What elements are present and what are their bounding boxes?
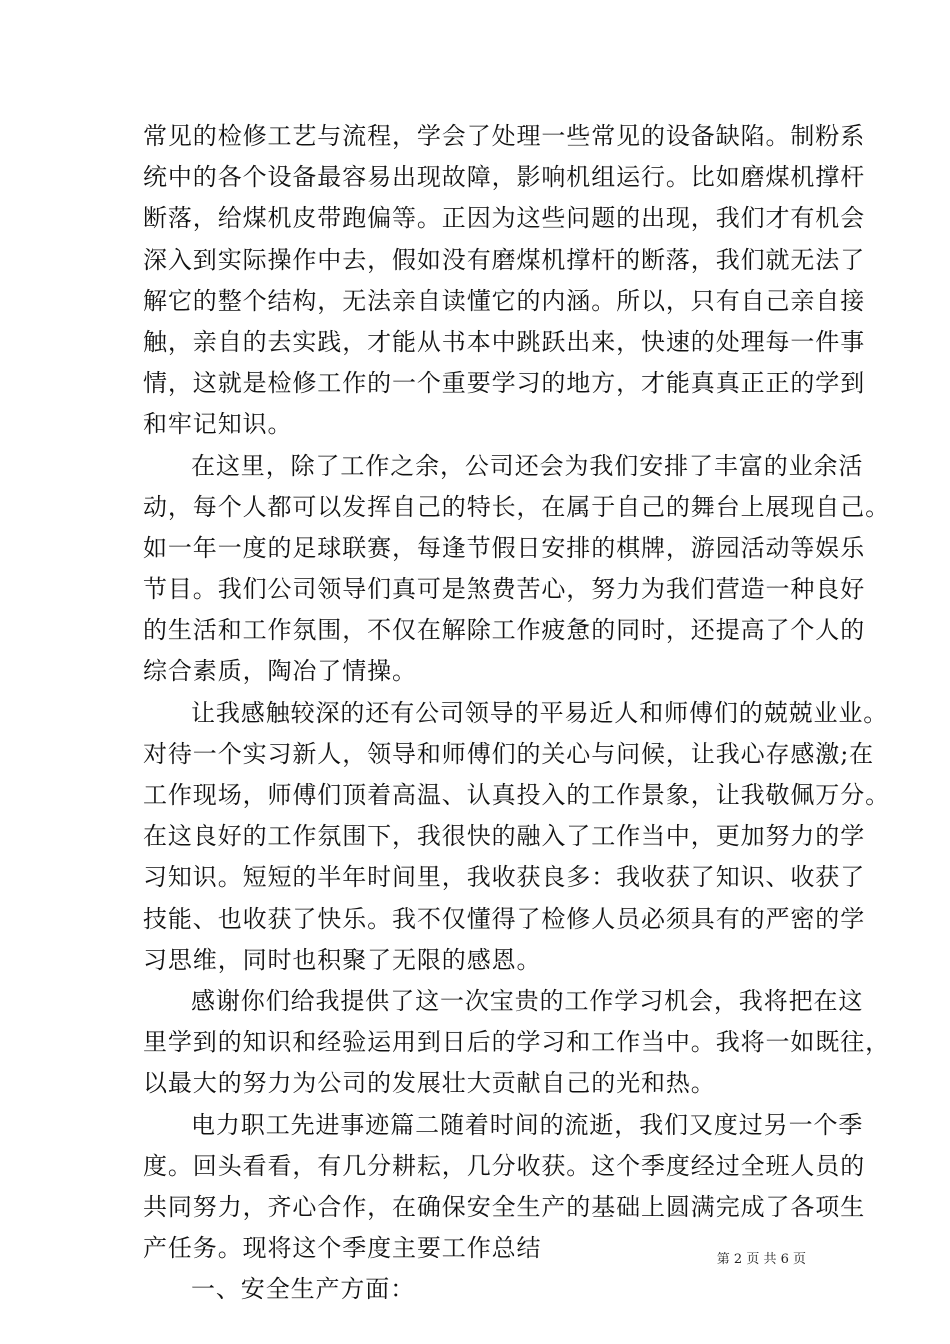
page-number-footer: 第 2 页 共 6 页 bbox=[716, 1252, 806, 1267]
text-line: 和牢记知识。 bbox=[143, 410, 293, 439]
text-line: 共同努力，齐心合作，在确保安全生产的基础上圆满完成了各项生 bbox=[143, 1192, 866, 1221]
text-line: 感谢你们给我提供了这一次宝贵的工作学习机会，我将把在这 bbox=[191, 986, 864, 1015]
text-line: 综合素质，陶冶了情操。 bbox=[143, 657, 417, 686]
text-line: 触，亲自的去实践，才能从书本中跳跃出来，快速的处理每一件事 bbox=[143, 327, 866, 356]
text-line: 度。回头看看，有几分耕耘，几分收获。这个季度经过全班人员的 bbox=[143, 1151, 866, 1180]
text-line: 里学到的知识和经验运用到日后的学习和工作当中。我将一如既往， bbox=[143, 1028, 890, 1057]
text-line: 统中的各个设备最容易出现故障，影响机组运行。比如磨煤机撑杆 bbox=[143, 163, 866, 192]
text-line: 如一年一度的足球联赛，每逢节假日安排的棋牌，游园活动等娱乐 bbox=[143, 533, 866, 562]
text-line: 情，这就是检修工作的一个重要学习的地方，才能真真正正的学到 bbox=[143, 369, 866, 398]
text-line: 在这里，除了工作之余，公司还会为我们安排了丰富的业余活 bbox=[191, 451, 864, 480]
text-line: 电力职工先进事迹篇二随着时间的流逝，我们又度过另一个季 bbox=[191, 1110, 864, 1139]
text-line: 让我感触较深的还有公司领导的平易近人和师傅们的兢兢业业。 bbox=[191, 698, 889, 727]
text-line: 技能、也收获了快乐。我不仅懂得了检修人员必须具有的严密的学 bbox=[143, 904, 866, 933]
text-line: 习知识。短短的半年时间里，我收获良多：我收获了知识、收获了 bbox=[143, 863, 866, 892]
text-line: 在这良好的工作氛围下，我很快的融入了工作当中，更加努力的学 bbox=[143, 822, 866, 851]
text-line: 一、安全生产方面： bbox=[191, 1275, 416, 1304]
text-line: 以最大的努力为公司的发展壮大贡献自己的光和热。 bbox=[143, 1069, 716, 1098]
text-line: 习思维，同时也积聚了无限的感恩。 bbox=[143, 945, 542, 974]
text-line: 工作现场，师傅们顶着高温、认真投入的工作景象，让我敬佩万分。 bbox=[143, 781, 890, 809]
text-line: 的生活和工作氛围，不仅在解除工作疲惫的同时，还提高了个人的 bbox=[143, 616, 866, 645]
text-line: 解它的整个结构，无法亲自读懂它的内涵。所以，只有自己亲自接 bbox=[143, 286, 866, 315]
text-line: 常见的检修工艺与流程，学会了处理一些常见的设备缺陷。制粉系 bbox=[143, 122, 866, 150]
document-body bbox=[143, 116, 890, 1310]
text-line: 断落，给煤机皮带跑偏等。正因为这些问题的出现，我们才有机会 bbox=[143, 204, 866, 233]
text-line: 动，每个人都可以发挥自己的特长，在属于自己的舞台上展现自己。 bbox=[143, 492, 890, 521]
text-line: 节目。我们公司领导们真可是煞费苦心，努力为我们营造一种良好 bbox=[143, 575, 866, 604]
text-line: 深入到实际操作中去，假如没有磨煤机撑杆的断落，我们就无法了 bbox=[143, 245, 866, 274]
text-line: 对待一个实习新人，领导和师傅们的关心与问候，让我心存感激;在 bbox=[143, 739, 875, 768]
text-line: 产任务。现将这个季度主要工作总结 bbox=[143, 1234, 542, 1263]
